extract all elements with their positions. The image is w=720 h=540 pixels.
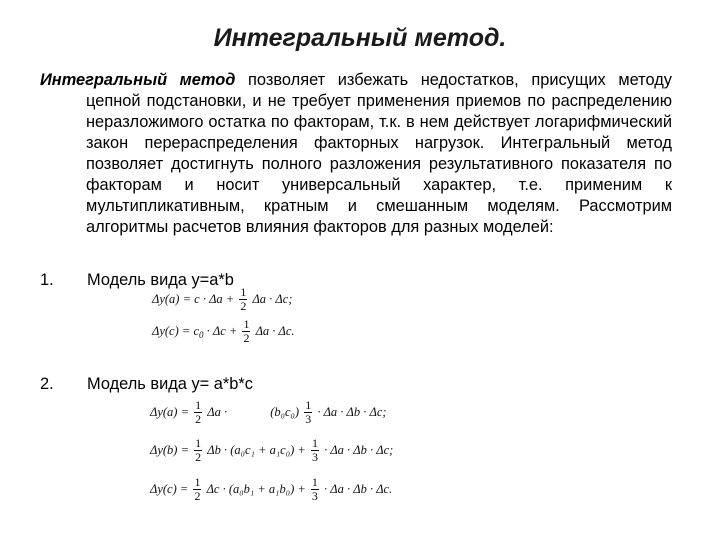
fraction-denominator: 2 [195, 450, 202, 464]
fraction-numerator: 1 [195, 436, 202, 450]
formula [150, 437, 393, 464]
fraction-denominator: 3 [311, 450, 318, 464]
fraction-denominator: 2 [243, 331, 250, 345]
formula [152, 286, 292, 313]
formula-mid: Δc · [206, 482, 226, 496]
formula-mid: · Δc + [206, 324, 238, 338]
formula-lhs: Δy(c) = [150, 482, 189, 496]
formula-rhs: · Δa · Δb · Δc. [324, 482, 393, 496]
fraction-numerator: 1 [311, 436, 318, 450]
formula-rhs: Δa · Δc; [252, 292, 293, 306]
formula [150, 399, 387, 426]
formula-mid: Δa · [207, 405, 228, 419]
formula-lhs: Δy(a) = [150, 405, 190, 419]
intro-body: позволяет избежать недостатков, присущих методу цепной подстановки, и не требует применения приемов по распределению неразложимого остатка по факторам, т.к. в нем действует логарифмический закон перераспределения факторных нагрузок. Интегральный метод позволяет достигнуть полного разложения результативного показателя по факторам и носит универсальный характер, т.е. применим к мультипликативным, кратным и смешанным моделям. Рассмотрим алгоритмы расчетов влияния факторов для разных моделей: [86, 71, 672, 236]
formula [152, 318, 295, 345]
fraction-numerator: 1 [195, 398, 202, 412]
fraction [311, 437, 319, 464]
fraction [239, 286, 247, 313]
formula-rhs: · Δa · Δb · Δc; [317, 405, 387, 419]
fraction [193, 476, 201, 503]
intro-lead: Интегральный метод [40, 71, 236, 89]
formula-mid-term: (b₀c₀) [270, 405, 300, 419]
formula-lhs: Δy(b) = [150, 443, 190, 457]
formula-mid-term: (a₀c₁ + a₁c₀) + [230, 443, 306, 457]
formula-mid: Δb · [207, 443, 228, 457]
fraction-denominator: 2 [195, 412, 202, 426]
fraction [242, 318, 250, 345]
item-text: Модель вида y= a*b*c [87, 375, 253, 393]
fraction-numerator: 1 [243, 317, 250, 331]
formula-lhs: Δy(a) = c · Δa + [152, 292, 235, 306]
fraction [304, 399, 312, 426]
fraction-numerator: 1 [194, 475, 201, 489]
formula [150, 476, 392, 503]
fraction-numerator: 1 [311, 475, 318, 489]
fraction-denominator: 3 [311, 489, 318, 503]
fraction [194, 437, 202, 464]
fraction-denominator: 2 [240, 299, 247, 313]
fraction-numerator: 1 [240, 285, 247, 299]
fraction-numerator: 1 [305, 398, 312, 412]
page-title: Интегральный метод. [213, 24, 507, 52]
formula-mid-term: (a₀b₁ + a₁b₀) + [228, 482, 306, 496]
fraction-denominator: 2 [194, 489, 201, 503]
fraction [311, 476, 319, 503]
item-number: 1. [40, 271, 54, 289]
formula-lhs: Δy(c) = c [152, 324, 199, 338]
fraction [194, 399, 202, 426]
formula-subscript: 0 [199, 329, 204, 340]
intro-paragraph [40, 70, 672, 238]
item-number: 2. [40, 375, 54, 393]
formula-rhs: Δa · Δc. [255, 324, 295, 338]
formula-rhs: · Δa · Δb · Δc; [324, 443, 394, 457]
fraction-denominator: 3 [305, 412, 312, 426]
item-text: Модель вида y=a*b [87, 271, 234, 289]
